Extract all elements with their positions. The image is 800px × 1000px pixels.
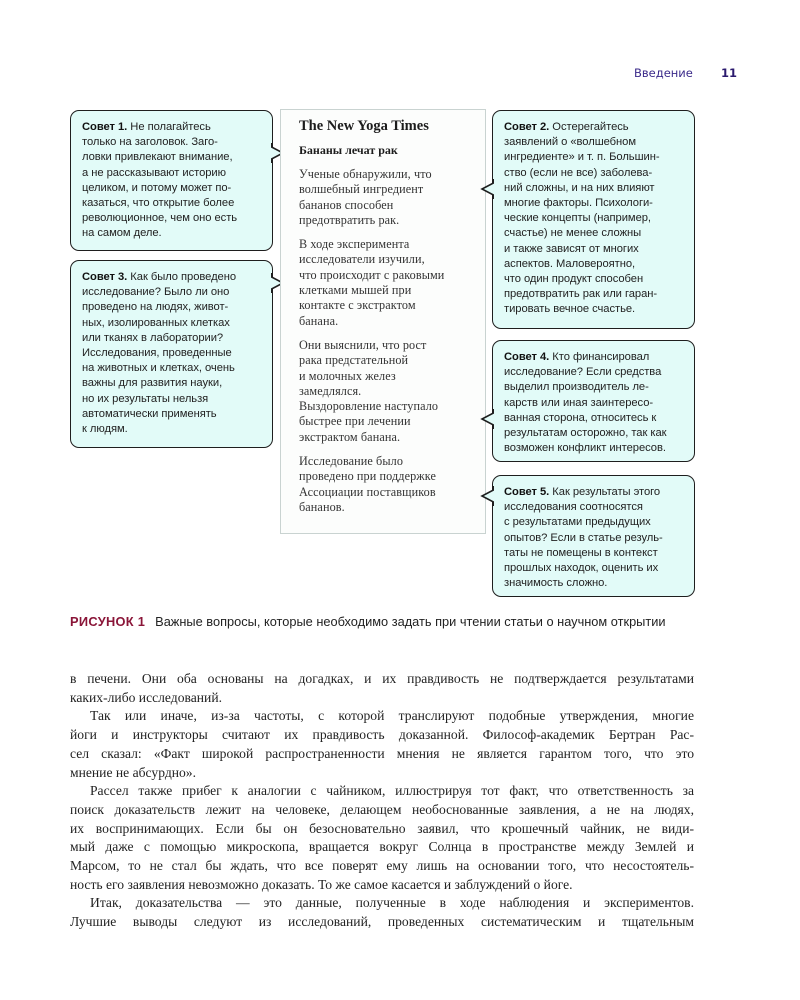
tip-line: автоматически применять	[82, 407, 217, 420]
tip-line: прошлых находок, оценить их	[504, 562, 659, 575]
tip-line: Кто финансировал	[549, 351, 650, 363]
tip-4-title: Совет 4.	[504, 351, 550, 363]
news-line: банана.	[299, 313, 339, 328]
tip-line: таты не помещены в контекст	[504, 546, 658, 559]
news-line: предотвратить рак.	[299, 212, 400, 227]
tip-2-pointer-icon	[480, 179, 494, 199]
running-head	[600, 66, 740, 82]
tip-line: многие факторы. Психологи-	[504, 197, 653, 210]
tip-line: тировать вечное счастье.	[504, 303, 636, 316]
tip-line: на животных и клетках, очень	[82, 362, 235, 375]
tip-line: казаться, что открытие более	[82, 197, 235, 210]
body-line: сел сказал: «Факт широкой распространенности мнения не является гарантом того, что это	[70, 745, 694, 761]
body-line: мнение не абсурдно».	[70, 764, 197, 780]
tip-line: карств или иная заинтересо-	[504, 396, 654, 409]
news-line: и молочных желез	[299, 368, 396, 383]
tip-line: а не рассказывают историю	[82, 166, 226, 179]
newspaper-paragraph	[299, 167, 475, 228]
tip-5-title: Совет 5.	[504, 486, 550, 498]
body-line: Так или иначе, из-за частоты, с которой транслируют подобные утверждения, многие	[90, 708, 694, 724]
tip-line: результатам осторожно, так как	[504, 427, 667, 440]
news-line: Они выяснили, что рост	[299, 337, 427, 352]
tip-line: Не полагайтесь	[127, 121, 211, 133]
tip-line: Как результаты этого	[549, 486, 661, 498]
tip-line: Остерегайтесь	[549, 121, 629, 133]
body-line: Рассел также прибег к аналогии с чайником, иллюстрируя тот факт, что ответственность за	[90, 783, 694, 799]
body-line: поиск доказательств лежит на человеке, делающем необоснованные заявления, а не на людях,	[70, 801, 694, 817]
figure-label: РИСУНОК 1	[70, 614, 146, 629]
tip-line: Исследования, проведенные	[82, 347, 232, 360]
tip-3-callout	[70, 260, 273, 448]
tip-line: значимость сложно.	[504, 577, 608, 590]
tip-line: выделил производитель ле-	[504, 381, 649, 394]
tip-line: Как было проведено	[127, 271, 237, 283]
tip-2-title: Совет 2.	[504, 121, 550, 133]
body-line: Итак, доказательства — это данные, полученные в ходе наблюдения и экспериментов.	[90, 895, 694, 911]
news-line: быстрее при лечении	[299, 414, 411, 429]
news-line: экстрактом банана.	[299, 429, 401, 444]
section-title: Введение	[634, 66, 693, 80]
tip-line: на самом деле.	[82, 227, 162, 240]
newspaper-masthead: The New Yoga Times	[299, 118, 429, 134]
tip-line: ингредиенте» и т. п. Большин-	[504, 151, 660, 164]
news-line: волшебный ингредиент	[299, 182, 424, 197]
body-line: каких-либо исследований.	[70, 689, 222, 705]
tip-line: что один продукт способен	[504, 273, 644, 286]
news-line: рака предстательной	[299, 353, 409, 368]
tip-line: только на заголовок. Заго-	[82, 136, 218, 149]
body-line: в печени. Они оба основаны на догадках, и их правдивость не подтверждается результатами	[70, 671, 694, 686]
newspaper-paragraph	[299, 338, 475, 445]
news-line: Ученые обнаружили, что	[299, 167, 432, 181]
tip-line: исследование? Было ли оно	[82, 286, 230, 299]
newspaper-headline: Бананы лечат рак	[299, 143, 398, 157]
news-line: Исследование было	[299, 454, 404, 469]
news-line: замедлялся.	[299, 383, 362, 398]
figure-caption-text: Важные вопросы, которые необходимо задать при чтении статьи о научном открытии	[155, 614, 666, 629]
tip-line: ных, изолированных клетках	[82, 316, 230, 329]
news-line: проведено при поддержке	[299, 469, 437, 484]
tip-line: и также зависят от многих	[504, 242, 639, 255]
tip-4-pointer-icon	[480, 409, 494, 429]
news-line: бананов.	[299, 499, 345, 514]
tip-line: возможен конфликт интересов.	[504, 442, 666, 455]
tip-line: ний сложны, и на них влияют	[504, 181, 655, 194]
tip-line: целиком, и потому может по-	[82, 181, 232, 194]
page-number: 11	[721, 66, 738, 80]
tip-line: опытов? Если в статье резуль-	[504, 531, 663, 544]
tip-line: счастье) не менее сложны	[504, 227, 642, 240]
tip-line: революционное, чем оно есть	[82, 212, 238, 225]
body-line: йоги и инструкторы считают их правдивость доказанной. Философ-академик Бертран Рас-	[70, 727, 694, 743]
news-line: Выздоровление наступало	[299, 399, 439, 414]
newspaper-clipping	[280, 109, 486, 534]
body-line: мый даже с помощью микроскопа, вращается вокруг Солнца в пространстве между Землей и	[70, 839, 694, 855]
news-line: исследователи изучили,	[299, 252, 425, 267]
tip-4-callout	[492, 340, 695, 462]
news-line: В ходе эксперимента	[299, 237, 410, 252]
tip-line: ванная сторона, относитесь к	[504, 411, 657, 424]
tip-line: предотвратить рак или гаран-	[504, 288, 658, 301]
body-line: их воспринимающих. Если бы он безосновательно заявил, что крошечный чайник, не види-	[70, 820, 694, 836]
news-line: что происходит с раковыми	[299, 267, 445, 282]
tip-line: к людям.	[82, 423, 128, 436]
body-line: Лучшие выводы следуют из исследований, проведенных систематическим и тщательным	[70, 914, 694, 930]
tip-line: важны для развития науки,	[82, 377, 223, 390]
news-line: клетками мышей при	[299, 283, 412, 298]
body-text	[70, 670, 694, 932]
tip-line: или тканях в лаборатории?	[82, 331, 224, 344]
tip-5-pointer-icon	[480, 486, 494, 506]
body-line: Марсом, то не стал бы ждать, что все поверят ему лишь на основании того, что несостоятель-	[70, 858, 694, 874]
tip-line: с результатами предыдущих	[504, 516, 651, 529]
news-line: Ассоциации поставщиков	[299, 484, 436, 499]
tip-3-title: Совет 3.	[82, 271, 128, 283]
tip-line: ческие концепты (например,	[504, 212, 651, 225]
figure-caption	[70, 614, 700, 631]
tip-5-callout	[492, 475, 695, 597]
tip-line: но их результаты нельзя	[82, 392, 209, 405]
news-line: бананов способен	[299, 197, 394, 212]
tip-line: проведено на людях, живот-	[82, 301, 229, 314]
tip-line: исследования соотносятся	[504, 501, 643, 514]
newspaper-paragraph	[299, 237, 475, 329]
newspaper-paragraph	[299, 454, 475, 515]
body-line: ность его заявления невозможно доказать. То же самое касается и заблуждений о йоге.	[70, 876, 573, 892]
tip-1-callout	[70, 110, 273, 251]
tip-line: ловки привлекают внимание,	[82, 151, 233, 164]
tip-line: исследование? Если средства	[504, 366, 662, 379]
tip-line: заявлений о «волшебном	[504, 136, 636, 149]
tip-2-callout	[492, 110, 695, 329]
news-line: контакте с экстрактом	[299, 298, 416, 313]
tip-1-title: Совет 1.	[82, 121, 128, 133]
tip-line: аспектов. Маловероятно,	[504, 257, 636, 270]
tip-line: ство (если не все) заболева-	[504, 166, 653, 179]
